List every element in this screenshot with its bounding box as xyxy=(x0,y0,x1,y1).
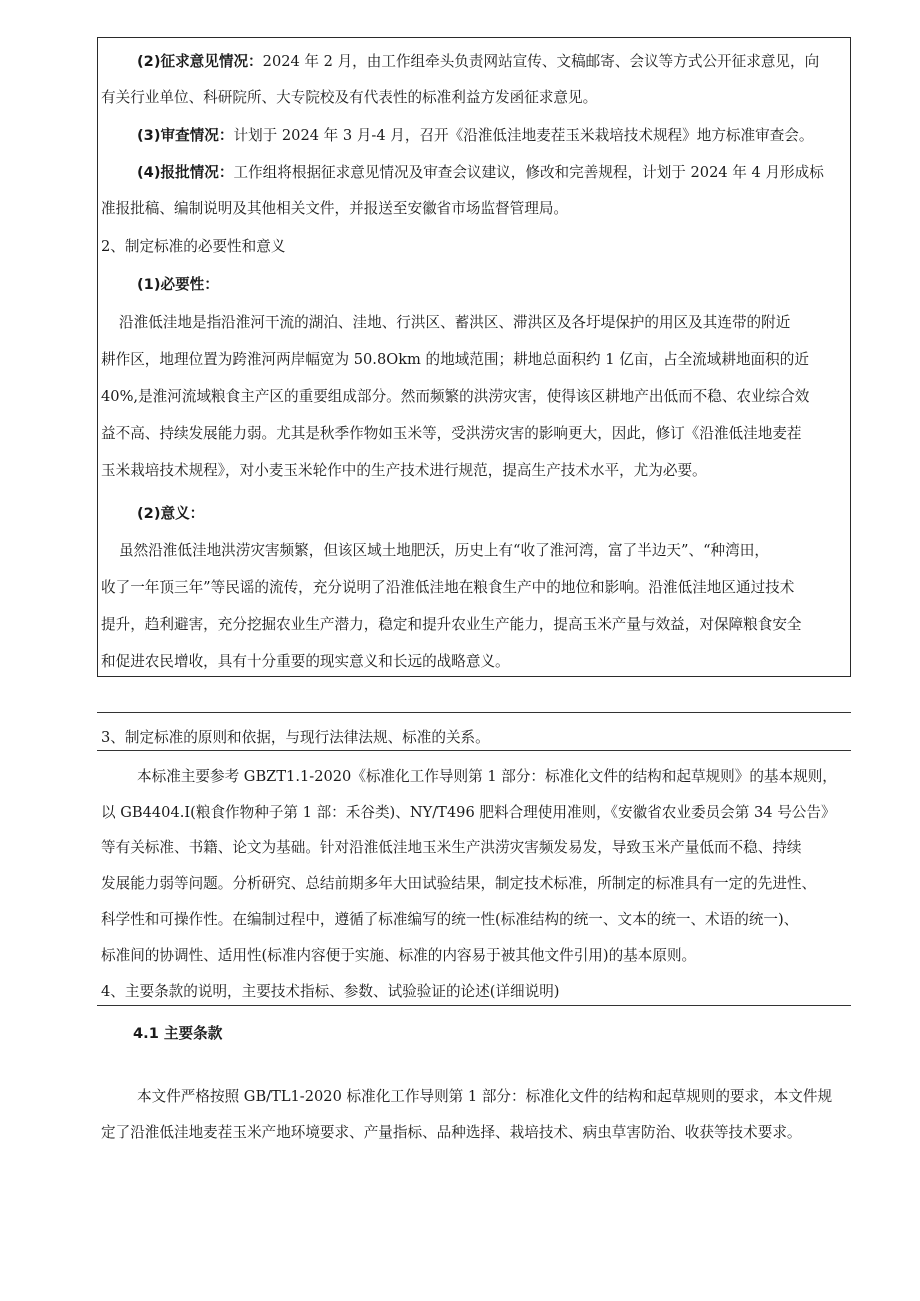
meaning-line: 虽然沿淮低洼地洪涝灾害频繁，但该区域土地肥沃，历史上有“收了淮河湾，富了半边天”、“种湾田， xyxy=(119,542,769,559)
section-3-heading: 3、制定标准的原则和依据，与现行法律法规、标准的关系。 xyxy=(101,729,490,746)
review-text: 计划于 2024 年 3 月-4 月，召开《沿淮低洼地麦茬玉米栽培技术规程》地方标准审查会。 xyxy=(233,127,814,144)
section-4-1-line: 定了沿淮低洼地麦茬玉米产地环境要求、产量指标、品种选择、栽培技术、病虫草害防治、收获等技术要求。 xyxy=(101,1124,802,1141)
necessity-line: 沿淮低洼地是指沿淮河干流的湖泊、洼地、行洪区、蓄洪区、滞洪区及各圩堤保护的用区及其连带的附近 xyxy=(119,314,791,331)
approval-text-cont: 准报批稿、编制说明及其他相关文件，并报送至安徽省市场监督管理局。 xyxy=(101,200,569,217)
section-4-1-line: 本文件严格按照 GB/TL1-2020 标准化工作导则第 1 部分：标准化文件的结构和起草规则的要求，本文件规 xyxy=(137,1088,833,1105)
section-3-line: 本标准主要参考 GBZT1.1-2020《标准化工作导则第 1 部分：标准化文件的结构和起草规则》的基本规则， xyxy=(137,768,837,785)
section-3-line: 发展能力弱等问题。分析研究、总结前期多年大田试验结果，制定技术标准，所制定的标准具有一定的先进性、 xyxy=(101,875,817,892)
necessity-line: 益不高、持续发展能力弱。尤其是秋季作物如玉米等，受洪涝灾害的影响更大，因此，修订《沿淮低洼地麦茬 xyxy=(101,425,802,442)
approval-paragraph xyxy=(137,163,824,183)
approval-text: 工作组将根据征求意见情况及审查会议建议，修改和完善规程，计划于 2024 年 4 月形成标 xyxy=(233,164,824,181)
consultation-paragraph xyxy=(137,52,848,72)
consultation-label: (2)征求意见情况： xyxy=(137,53,263,70)
necessity-label: (1)必要性： xyxy=(137,276,219,293)
section-4-1-heading: 4.1 主要条款 xyxy=(133,1025,223,1042)
review-label: (3)审查情况： xyxy=(137,127,234,144)
divider-line xyxy=(97,750,851,751)
review-paragraph xyxy=(137,126,814,146)
section-4-heading: 4、主要条款的说明，主要技术指标、参数、试验验证的论述(详细说明) xyxy=(101,983,560,1000)
section-2-heading: 2、制定标准的必要性和意义 xyxy=(101,238,286,255)
section-3-line: 以 GB4404.I(粮食作物种子第 1 部：禾谷类)、NY/T496 肥料合理使用准则，《安徽省农业委员会第 34 号公告》 xyxy=(101,804,836,821)
meaning-line: 和促进农民增收，具有十分重要的现实意义和长远的战略意义。 xyxy=(101,653,510,670)
approval-label: (4)报批情况： xyxy=(137,164,234,181)
necessity-line: 玉米栽培技术规程》，对小麦玉米轮作中的生产技术进行规范，提高生产技术水平，尤为必要。 xyxy=(101,462,707,479)
divider-line xyxy=(97,1005,851,1006)
meaning-label: (2)意义： xyxy=(137,505,205,522)
meaning-line: 收了一年顶三年”等民谣的流传，充分说明了沿淮低洼地在粮食生产中的地位和影响。沿淮低洼地区通过技术 xyxy=(101,579,795,596)
divider-line xyxy=(97,712,851,713)
consultation-text-cont: 有关行业单位、科研院所、大专院校及有代表性的标准利益方发函征求意见。 xyxy=(101,89,598,106)
consultation-text: 2024 年 2 月，由工作组牵头负责网站宣传、文稿邮寄、会议等方式公开征求意见，向 xyxy=(262,53,820,70)
section-3-line: 科学性和可操作性。在编制过程中，遵循了标准编写的统一性(标准结构的统一、文本的统一、术语的统一)、 xyxy=(101,911,799,928)
necessity-line: 40%,是淮河流域粮食主产区的重要组成部分。然而频繁的洪涝灾害，使得该区耕地产出低而不稳、农业综合效 xyxy=(101,388,810,405)
necessity-line: 耕作区，地理位置为跨淮河两岸幅宽为 50.8Okm 的地域范围；耕地总面积约 1 亿亩，占全流域耕地面积的近 xyxy=(101,351,809,368)
meaning-line: 提升，趋利避害，充分挖掘农业生产潜力，稳定和提升农业生产能力，提高玉米产量与效益，对保障粮食安全 xyxy=(101,616,802,633)
section-3-line: 等有关标准、书籍、论文为基础。针对沿淮低洼地玉米生产洪涝灾害频发易发，导致玉米产量低而不稳、持续 xyxy=(101,839,802,856)
section-3-line: 标准间的协调性、适用性(标准内容便于实施、标准的内容易于被其他文件引用)的基本原则。 xyxy=(101,947,697,964)
